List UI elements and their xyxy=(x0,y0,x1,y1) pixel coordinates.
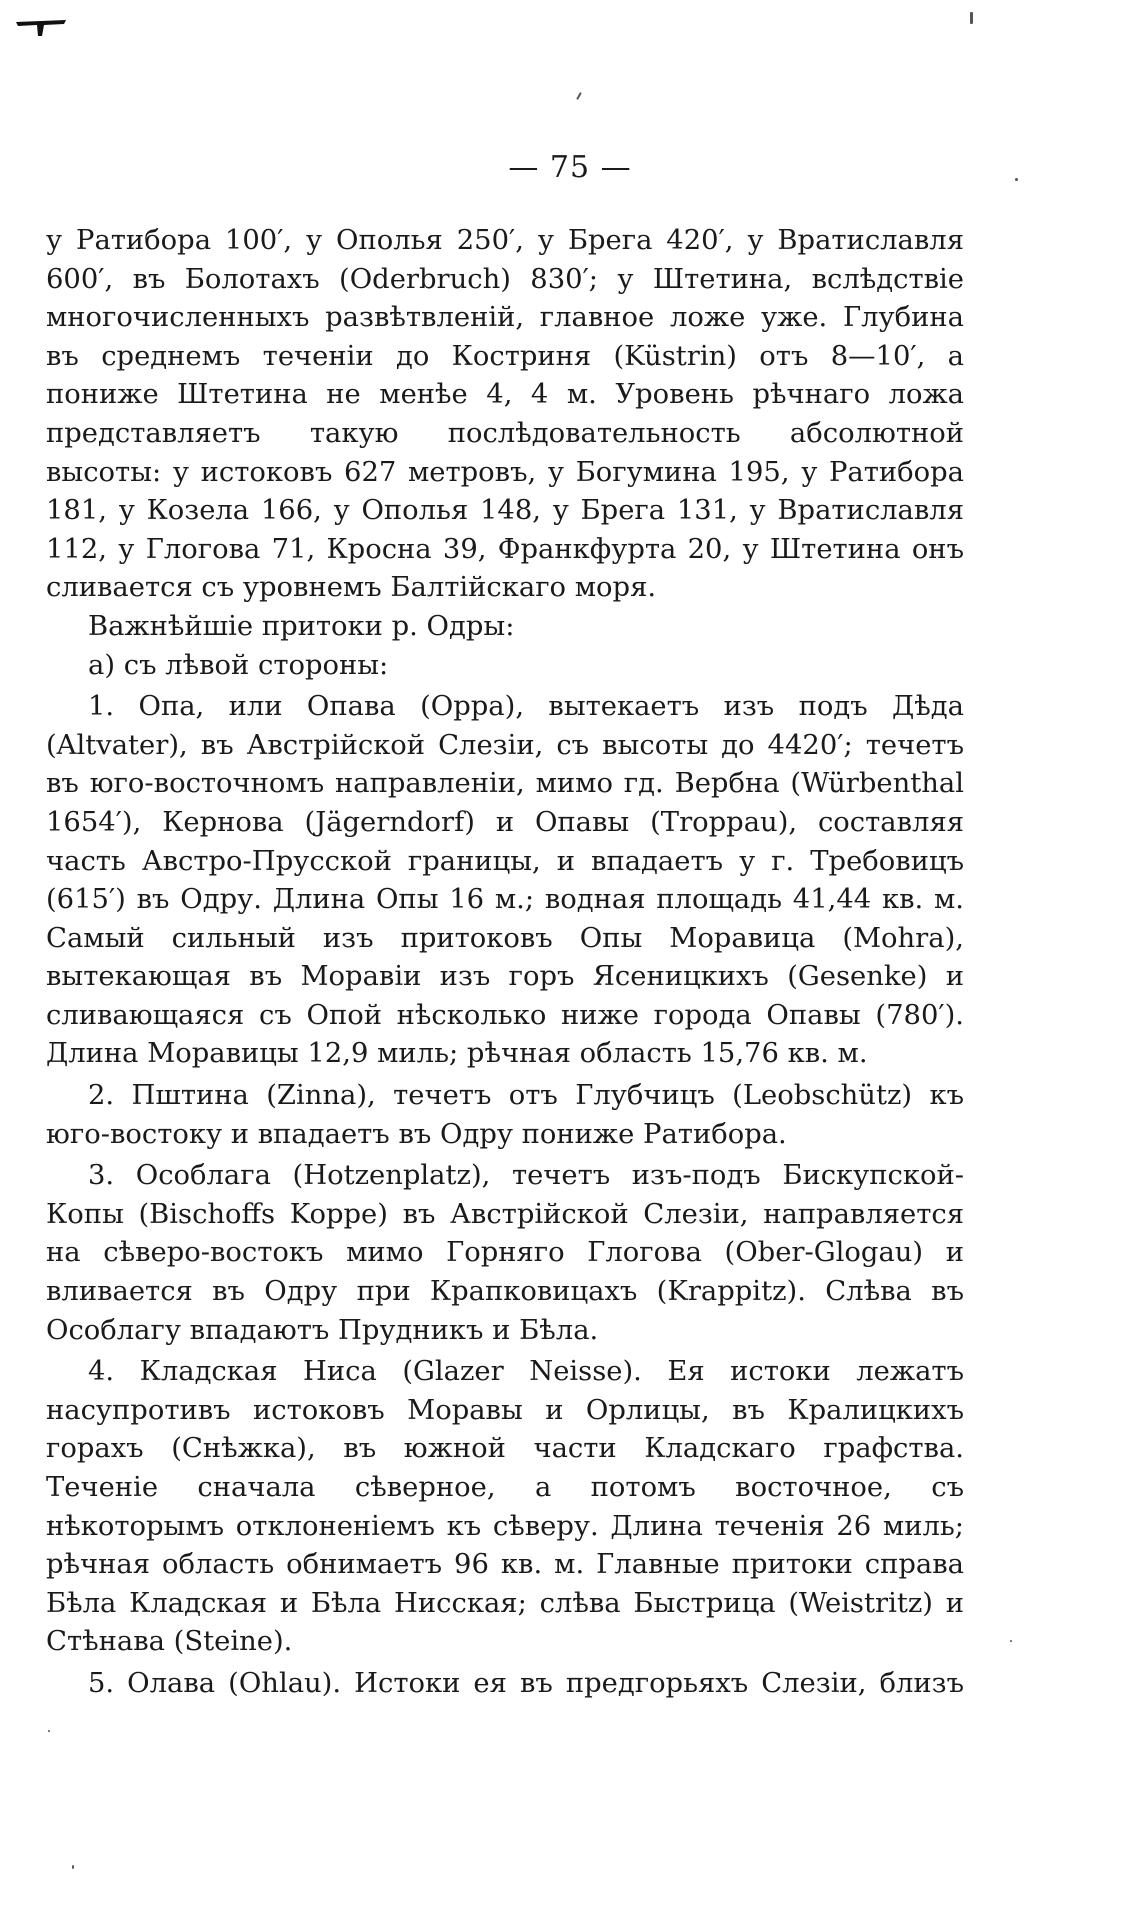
paragraph-tributaries-heading: Важнѣйшіе притоки р. Одры: xyxy=(88,610,515,642)
paper-speck xyxy=(576,92,582,100)
paper-speck xyxy=(1010,1640,1012,1642)
paragraph-item-osoblaga: 3. Особлага (Hotzenplatz), течетъ изъ-подъ Бискупской-Копы (Bischoffs Koppe) въ Австрійской Слезіи, направляется на сѣверо-востокъ мимо Горняго Глогова (Ober-Glogau) и вливается въ Одру при Крапковицахъ (Krappitz). Слѣва въ Особлагу впадаютъ Прудникъ и Бѣла. xyxy=(46,1160,964,1346)
paragraph-left-side-heading: а) съ лѣвой стороны: xyxy=(88,649,389,681)
printer-mark-icon xyxy=(14,14,70,40)
paper-speck xyxy=(72,1865,74,1869)
body-text xyxy=(46,222,964,1704)
paragraph-oder-elevations: у Ратибора 100′, у Ополья 250′, у Брега 420′, у Вратиславля 600′, въ Болотахъ (Oderbruch) 830′; у Штетина, вслѣдствіе многочисленныхъ развѣтвленій, главное ложе уже. Глубина въ среднемъ теченіи до Костриня (Küstrin) отъ 8—10′, а пониже Штетина не менѣе 4, 4 м. Уровень рѣчнаго ложа представляетъ такую послѣдовательность абсолютной высоты: у истоковъ 627 метровъ, у Богумина 195, у Ратибора 181, у Козела 166, у Ополья 148, у Брега 131, у Вратиславля 112, у Глогова 71, Кросна 39, Франкфурта 20, у Штетина онъ сливается съ уровнемъ Балтійскаго моря. xyxy=(46,225,964,604)
paragraph-item-kladskaya-nisa: 4. Кладская Ниса (Glazer Neisse). Ея истоки лежатъ насупротивъ истоковъ Моравы и Орлицы, въ Кралицкихъ горахъ (Снѣжка), въ южной части Кладскаго графства. Теченіе сначала сѣверное, а потомъ восточное, съ нѣкоторымъ отклоненіемъ къ сѣверу. Длина теченія 26 миль; рѣчная область обнимаетъ 96 кв. м. Главные притоки справа Бѣла Кладская и Бѣла Нисская; слѣва Быстрица (Weistritz) и Стѣнава (Steine). xyxy=(46,1356,964,1658)
paper-speck xyxy=(48,1730,50,1732)
page-number: — 75 — xyxy=(508,150,632,185)
paragraph-item-opa: 1. Опа, или Опава (Oppa), вытекаетъ изъ подъ Дѣда (Altvater), въ Австрійской Слезіи, съ высоты до 4420′; течетъ въ юго-восточномъ направленіи, мимо гд. Вербна (Würbenthal 1654′), Кернова (Jägerndorf) и Опавы (Troppau), составляя часть Австро-Прусской границы, и впадаетъ у г. Требовицъ (615′) въ Одру. Длина Опы 16 м.; водная площадь 41,44 кв. м. Самый сильный изъ притоковъ Опы Моравица (Mohra), вытекающая въ Моравіи изъ горъ Ясеницкихъ (Gesenke) и сливающаяся съ Опой нѣсколько ниже города Опавы (780′). Длина Моравицы 12,9 миль; рѣчная область 15,76 кв. м. xyxy=(46,691,964,1070)
paragraph-item-pshtina: 2. Пштина (Zinna), течетъ отъ Глубчицъ (Leobschütz) къ юго-востоку и впадаетъ въ Одру пониже Ратибора. xyxy=(46,1080,964,1150)
paragraph-item-olava: 5. Олава (Ohlau). Истоки ея въ предгорьяхъ Слезіи, близъ xyxy=(88,1667,964,1699)
paper-speck xyxy=(970,12,973,24)
